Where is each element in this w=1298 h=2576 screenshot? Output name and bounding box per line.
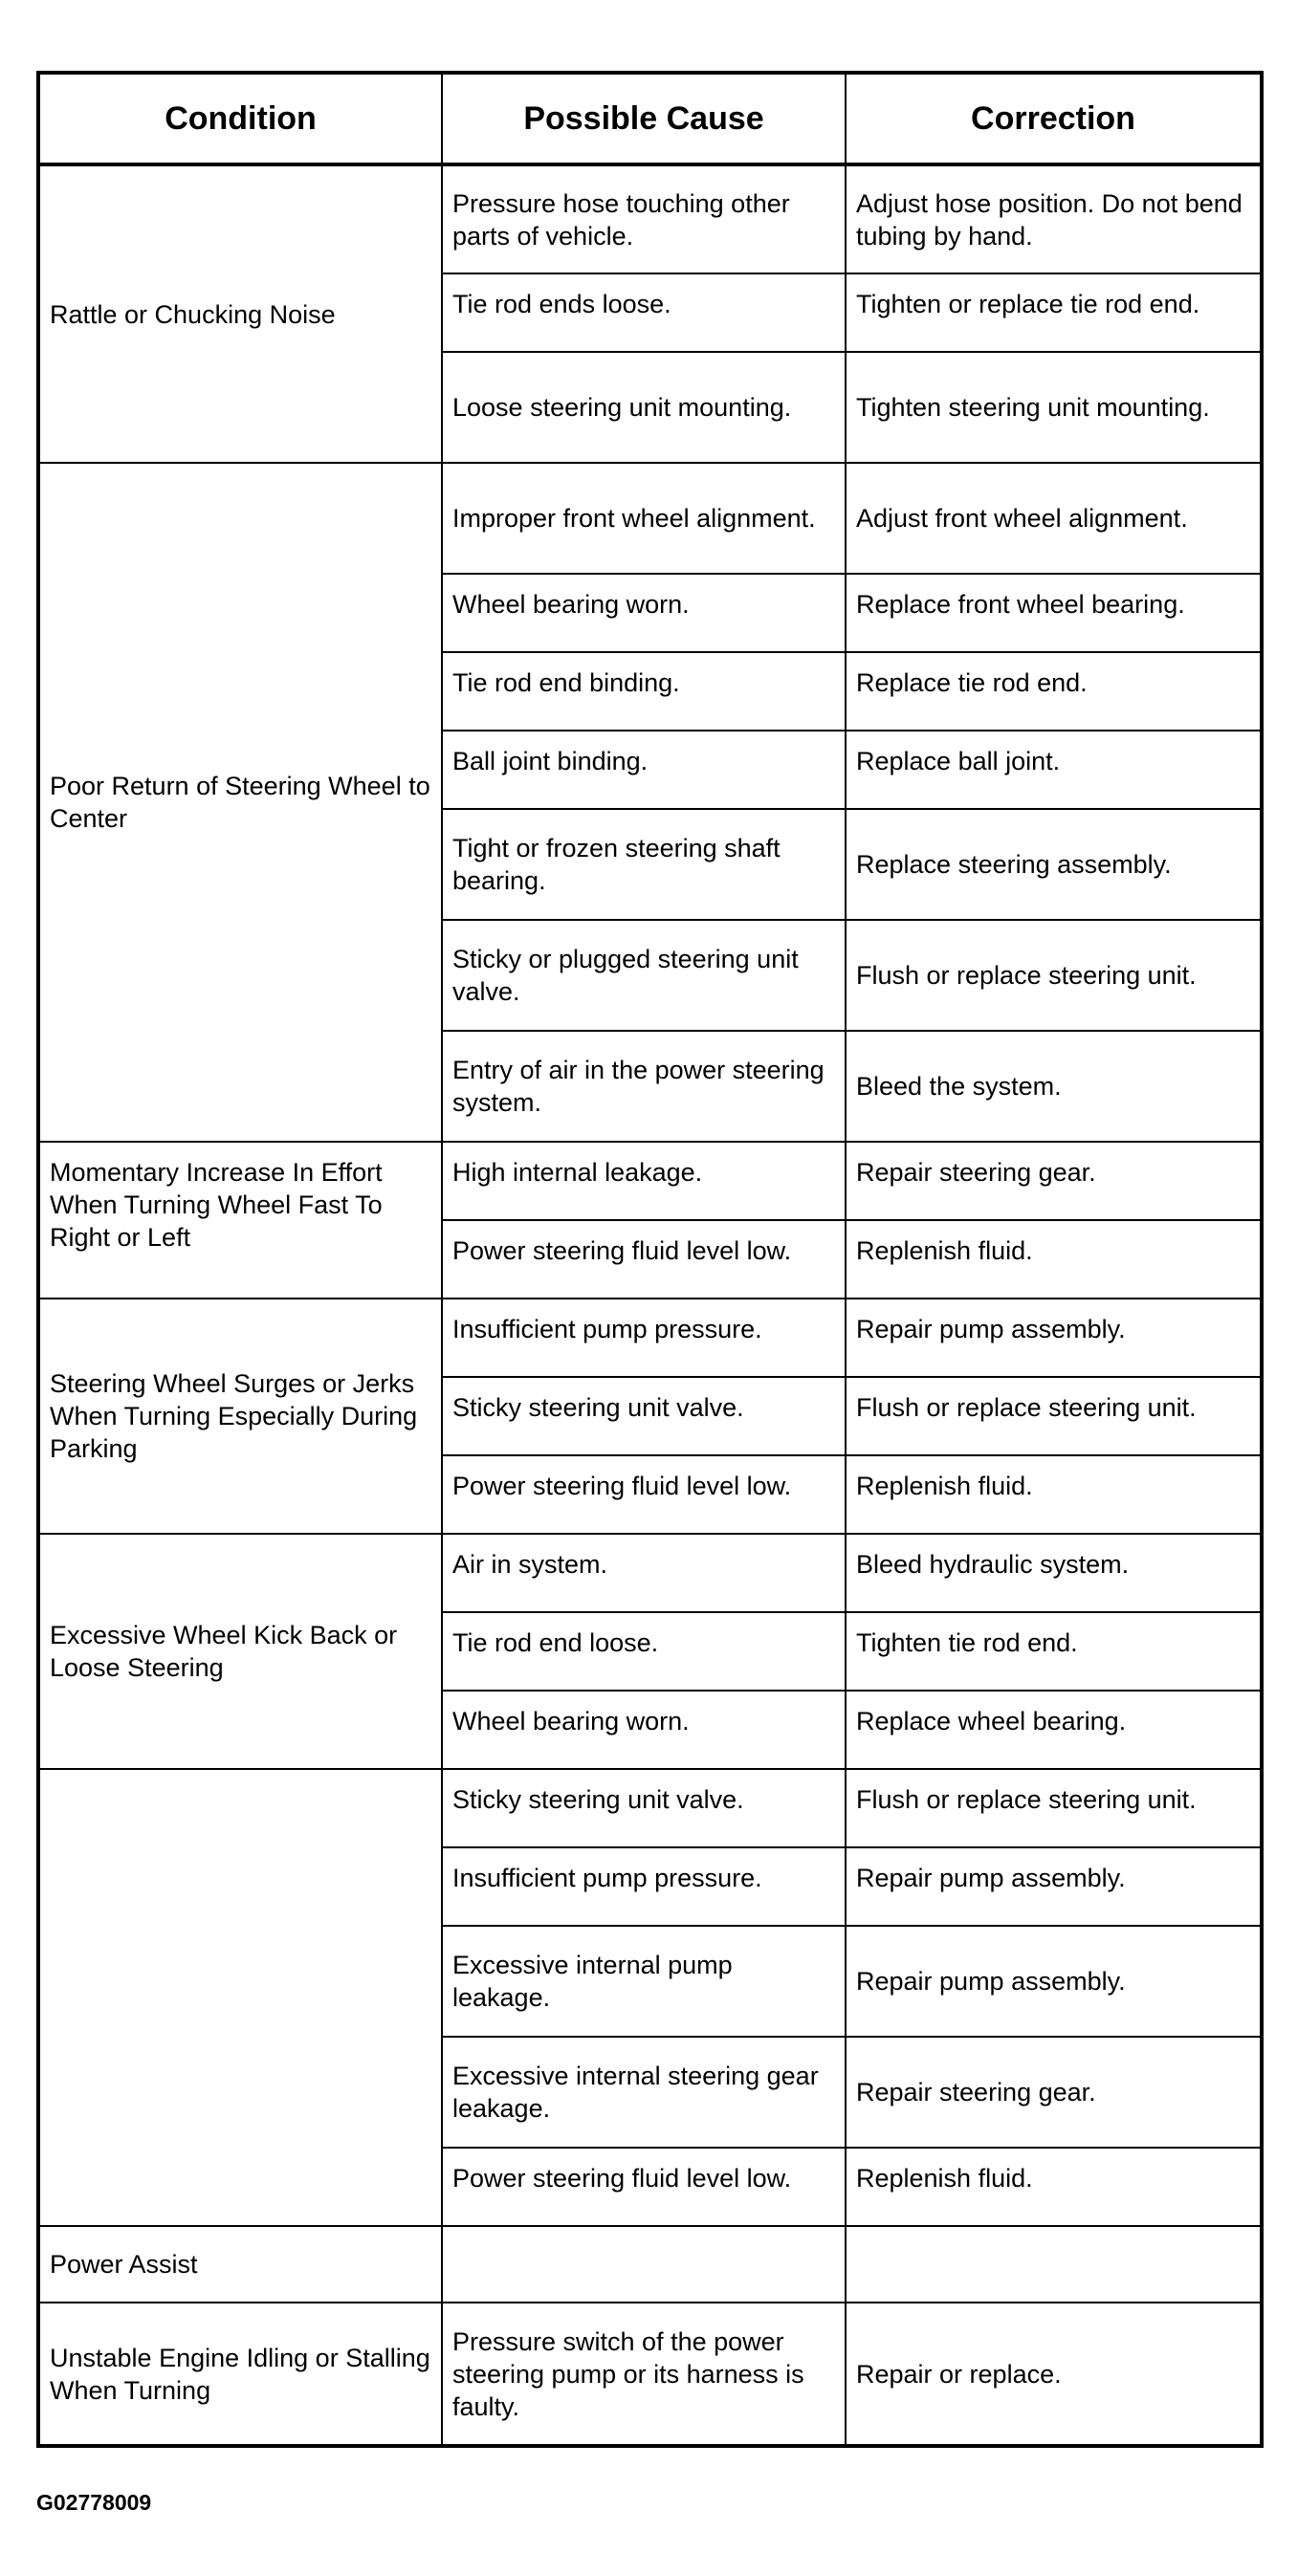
cause-cell: Tie rod end loose. (442, 1612, 846, 1691)
condition-cell: Rattle or Chucking Noise (38, 164, 442, 463)
cause-cell: Air in system. (442, 1534, 846, 1612)
cause-cell: Wheel bearing worn. (442, 574, 846, 652)
correction-cell: Bleed hydraulic system. (846, 1534, 1262, 1612)
cause-cell: Insufficient pump pressure. (442, 1847, 846, 1926)
cause-cell: Excessive internal pump leakage. (442, 1926, 846, 2037)
condition-cell: Momentary Increase In Effort When Turning Wheel Fast To Right or Left (38, 1142, 442, 1299)
correction-cell: Tighten or replace tie rod end. (846, 273, 1262, 352)
correction-cell: Repair pump assembly. (846, 1299, 1262, 1377)
table-row (38, 1299, 1262, 1377)
correction-cell: Replenish fluid. (846, 1455, 1262, 1534)
cause-cell: High internal leakage. (442, 1142, 846, 1220)
correction-cell: Adjust front wheel alignment. (846, 463, 1262, 574)
cause-cell (442, 2226, 846, 2303)
condition-cell: Excessive Wheel Kick Back or Loose Steering (38, 1534, 442, 1769)
correction-cell: Replace wheel bearing. (846, 1691, 1262, 1769)
correction-cell: Flush or replace steering unit. (846, 920, 1262, 1031)
cause-cell: Wheel bearing worn. (442, 1691, 846, 1769)
table-row (38, 463, 1262, 574)
correction-cell: Repair pump assembly. (846, 1926, 1262, 2037)
cause-cell: Insufficient pump pressure. (442, 1299, 846, 1377)
correction-cell: Replenish fluid. (846, 2148, 1262, 2226)
table-row (38, 1534, 1262, 1612)
correction-cell: Adjust hose position. Do not bend tubing by hand. (846, 164, 1262, 273)
cause-cell: Tie rod ends loose. (442, 273, 846, 352)
cause-cell: Pressure switch of the power steering pump or its harness is faulty. (442, 2303, 846, 2446)
correction-cell: Replace steering assembly. (846, 809, 1262, 920)
condition-cell: Unstable Engine Idling or Stalling When Turning (38, 2303, 442, 2446)
cause-cell: Tight or frozen steering shaft bearing. (442, 809, 846, 920)
correction-cell: Bleed the system. (846, 1031, 1262, 1142)
table-row (38, 1769, 1262, 1847)
condition-cell (38, 1769, 442, 2226)
table-row (38, 2303, 1262, 2446)
correction-cell: Repair steering gear. (846, 1142, 1262, 1220)
correction-cell: Replace front wheel bearing. (846, 574, 1262, 652)
diagnosis-table (36, 71, 1264, 2448)
header-condition: Condition (38, 73, 442, 164)
correction-cell: Flush or replace steering unit. (846, 1377, 1262, 1455)
cause-cell: Loose steering unit mounting. (442, 352, 846, 463)
correction-cell: Tighten tie rod end. (846, 1612, 1262, 1691)
correction-cell: Repair pump assembly. (846, 1847, 1262, 1926)
cause-cell: Power steering fluid level low. (442, 2148, 846, 2226)
table-body (38, 164, 1262, 2446)
cause-cell: Sticky or plugged steering unit valve. (442, 920, 846, 1031)
correction-cell: Repair or replace. (846, 2303, 1262, 2446)
condition-cell: Steering Wheel Surges or Jerks When Turning Especially During Parking (38, 1299, 442, 1534)
cause-cell: Power steering fluid level low. (442, 1220, 846, 1299)
cause-cell: Ball joint binding. (442, 731, 846, 809)
header-correction: Correction (846, 73, 1262, 164)
condition-cell: Poor Return of Steering Wheel to Center (38, 463, 442, 1142)
cause-cell: Excessive internal steering gear leakage. (442, 2037, 846, 2148)
cause-cell: Pressure hose touching other parts of vehicle. (442, 164, 846, 273)
correction-cell: Repair steering gear. (846, 2037, 1262, 2148)
correction-cell: Flush or replace steering unit. (846, 1769, 1262, 1847)
figure-code: G02778009 (36, 2490, 152, 2515)
table-row (38, 2226, 1262, 2303)
correction-cell: Tighten steering unit mounting. (846, 352, 1262, 463)
correction-cell: Replace tie rod end. (846, 652, 1262, 731)
cause-cell: Entry of air in the power steering system. (442, 1031, 846, 1142)
correction-cell: Replenish fluid. (846, 1220, 1262, 1299)
cause-cell: Sticky steering unit valve. (442, 1377, 846, 1455)
cause-cell: Tie rod end binding. (442, 652, 846, 731)
cause-cell: Sticky steering unit valve. (442, 1769, 846, 1847)
header-cause: Possible Cause (442, 73, 846, 164)
table-row (38, 1142, 1262, 1220)
condition-cell: Power Assist (38, 2226, 442, 2303)
correction-cell: Replace ball joint. (846, 731, 1262, 809)
table-row (38, 164, 1262, 273)
cause-cell: Improper front wheel alignment. (442, 463, 846, 574)
header-row (38, 73, 1262, 164)
cause-cell: Power steering fluid level low. (442, 1455, 846, 1534)
correction-cell (846, 2226, 1262, 2303)
